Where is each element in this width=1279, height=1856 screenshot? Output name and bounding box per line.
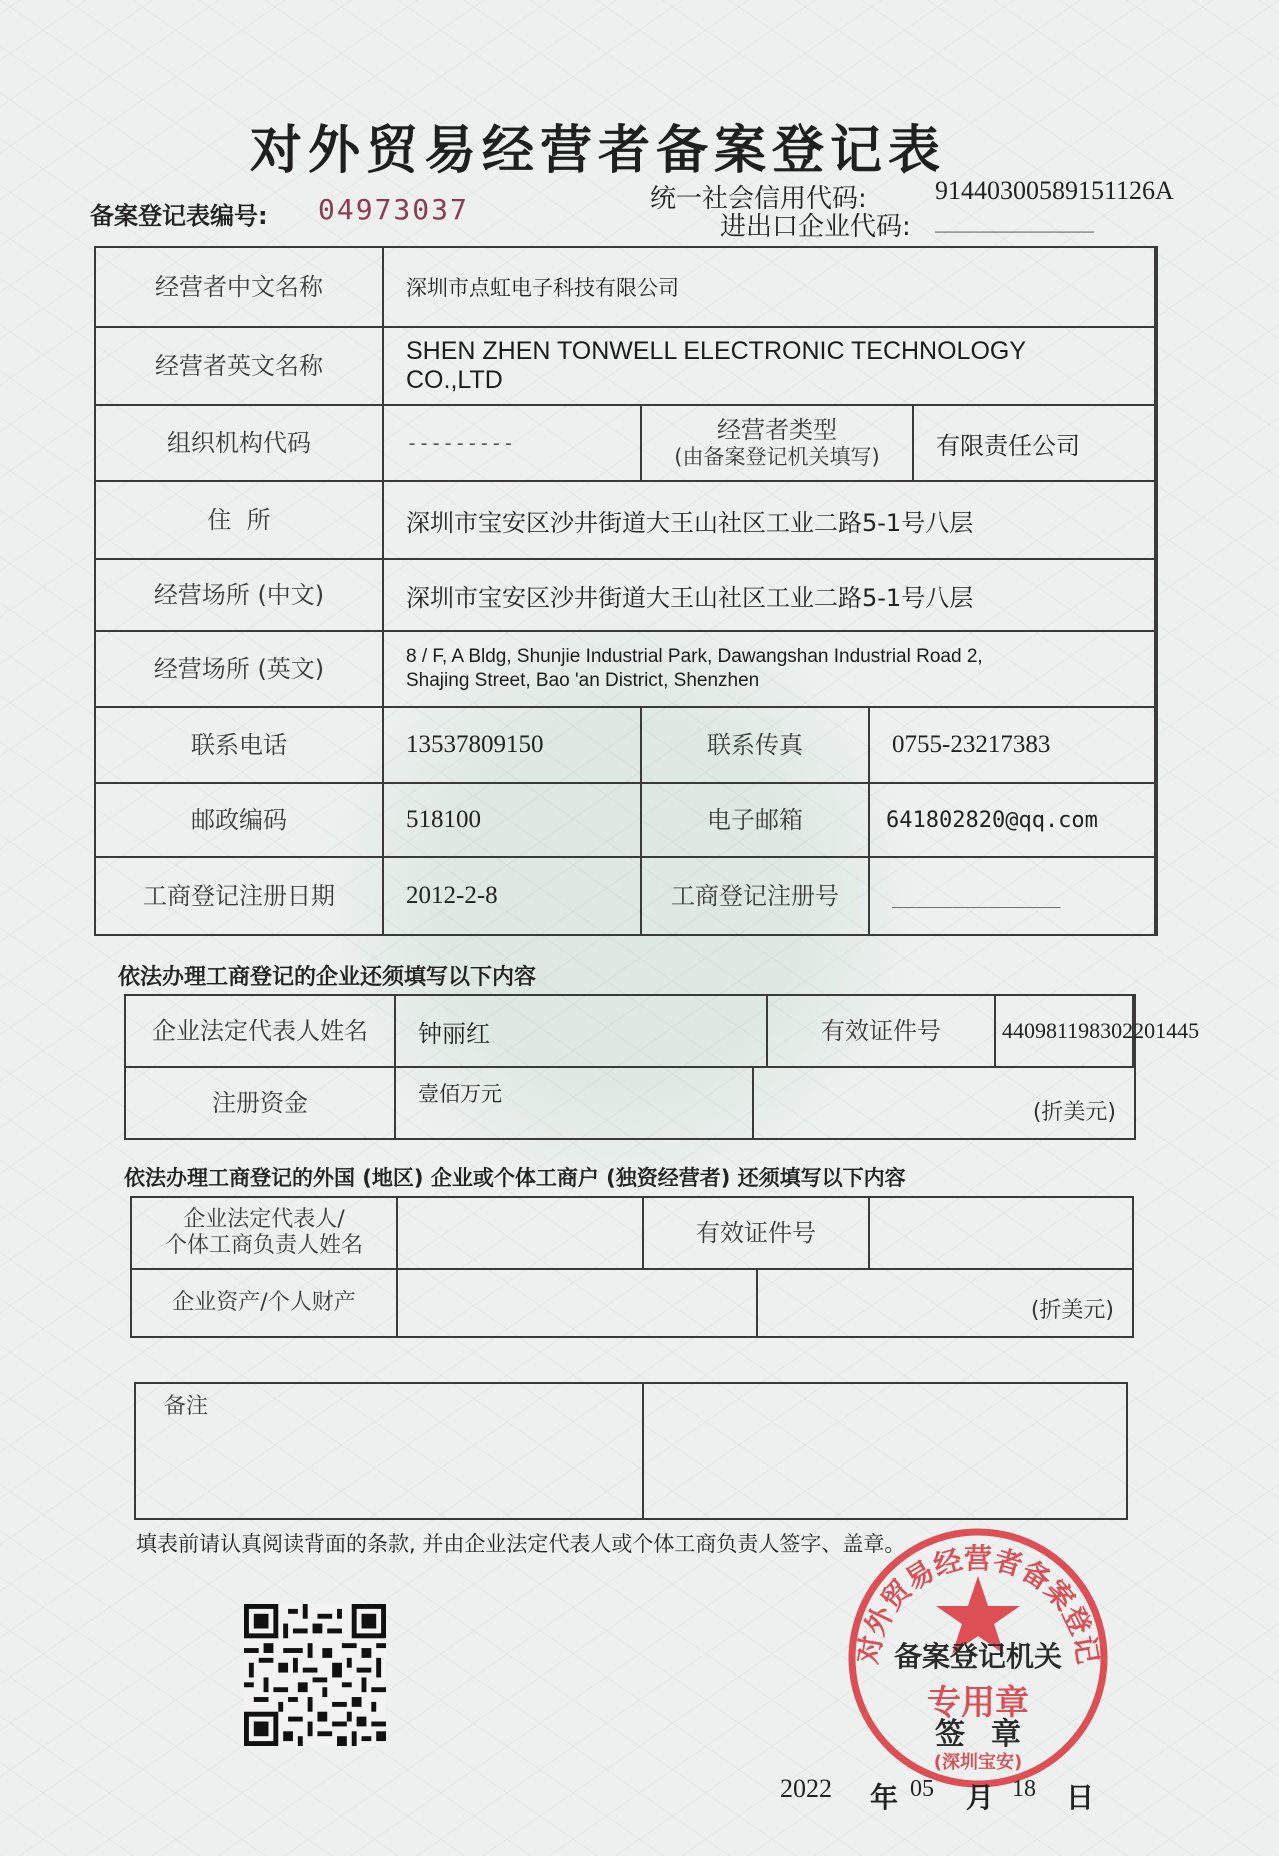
uscc-value: 91440300589151126A: [935, 176, 1174, 205]
capital-label: 注册资金: [126, 1068, 396, 1138]
stamp-center-text: 备案登记机关: [893, 1640, 1063, 1673]
stamp-line2: 专用章: [927, 1683, 1029, 1723]
legal-rep-label: 企业法定代表人姓名: [126, 996, 396, 1068]
date-year-char: 年: [870, 1781, 899, 1814]
name-cn-value: 深圳市点虹电子科技有限公司: [384, 248, 1156, 328]
rep-value: [398, 1198, 644, 1270]
type-label-line2: (由备案登记机关填写): [674, 444, 880, 469]
page-title: 对外贸易经营者备案登记表: [250, 121, 947, 181]
qr-code-icon: [244, 1604, 386, 1746]
name-en-line2: CO.,LTD: [406, 366, 503, 394]
reg-no-label: 工商登记注册号: [642, 858, 870, 934]
remarks-value: [644, 1384, 1126, 1518]
assets-usd-label: (折美元): [1030, 1298, 1114, 1323]
id-value: 440981198302201445: [996, 996, 1134, 1068]
enterprise-table: [124, 994, 1200, 1140]
uscc-label: 统一社会信用代码:: [650, 184, 867, 214]
remarks-label: 备注: [136, 1384, 644, 1518]
org-code-label: 组织机构代码: [96, 406, 384, 482]
date-month-char: 月: [966, 1781, 995, 1814]
reg-no-value: ______________: [870, 858, 1156, 934]
foreign-id-value: [870, 1198, 1132, 1270]
name-cn-label: 经营者中文名称: [96, 248, 384, 328]
premises-en-line2: Shajing Street, Bao 'an District, Shenzhen: [406, 670, 760, 691]
premises-cn-label: 经营场所 (中文): [96, 560, 384, 632]
date-month: 05: [910, 1776, 934, 1802]
premises-en-value: [384, 632, 1156, 708]
rep-label: [132, 1198, 398, 1270]
postal-label: 邮政编码: [96, 784, 384, 858]
capital-value: 壹佰万元: [396, 1068, 754, 1138]
fax-label: 联系传真: [642, 708, 870, 784]
foreign-id-label: 有效证件号: [644, 1198, 870, 1270]
name-en-label: 经营者英文名称: [96, 328, 384, 406]
ie-code-label: 进出口企业代码:: [720, 212, 911, 242]
stamp-seal-char: 章: [991, 1717, 1021, 1752]
remarks-table: [134, 1382, 1128, 1520]
name-en-line1: SHEN ZHEN TONWELL ELECTRONIC TECHNOLOGY: [406, 337, 1027, 366]
filing-no: 04973037: [318, 193, 469, 226]
email-value: 641802820@qq.com: [870, 784, 1156, 858]
date-year: 2022: [780, 1774, 832, 1803]
foreign-section-heading: 依法办理工商登记的外国 (地区) 企业或个体工商户 (独资经营者) 还须填写以下内容: [124, 1166, 906, 1190]
premises-en-line1: 8 / F, A Bldg, Shunjie Industrial Park, Dawangshan Industrial Road 2,: [406, 646, 983, 668]
phone-label: 联系电话: [96, 708, 384, 784]
date-day-char: 日: [1066, 1781, 1095, 1814]
type-label-line1: 经营者类型: [717, 416, 837, 444]
id-label: 有效证件号: [768, 996, 996, 1068]
type-value: 有限责任公司: [914, 406, 1156, 482]
assets-label: 企业资产/个人财产: [132, 1270, 398, 1336]
type-label: [642, 406, 914, 482]
stamp-bottom-text: (深圳宝安): [933, 1752, 1023, 1773]
official-seal-icon: [838, 1518, 1118, 1798]
email-label: 电子邮箱: [642, 784, 870, 858]
date-day: 18: [1012, 1776, 1036, 1802]
name-en-value: [384, 328, 1156, 406]
capital-usd-label: (折美元): [1032, 1100, 1116, 1125]
foreign-table: [130, 1196, 1134, 1338]
filing-no-label: 备案登记表编号:: [90, 202, 268, 230]
reg-date-value: 2012-2-8: [384, 858, 642, 934]
fax-value: 0755-23217383: [870, 708, 1156, 784]
stamp-outer-text: 对外贸易经营者备案登记: [851, 1541, 1105, 1667]
legal-rep-value: 钟丽红: [396, 996, 768, 1068]
assets-value: [398, 1270, 758, 1336]
phone-value: 13537809150: [384, 708, 642, 784]
ie-code-value: ____________: [935, 208, 1094, 233]
postal-value: 518100: [384, 784, 642, 858]
rep-label-line1: 企业法定代表人/: [183, 1206, 345, 1232]
premises-cn-value: 深圳市宝安区沙井街道大王山社区工业二路5-1号八层: [384, 560, 1156, 632]
address-label: 住 所: [96, 482, 384, 560]
org-code-value: ---------: [384, 406, 642, 482]
rep-label-line2: 个体工商负责人姓名: [164, 1233, 363, 1258]
main-table: [94, 246, 1158, 936]
reg-date-label: 工商登记注册日期: [96, 858, 384, 934]
address-value: 深圳市宝安区沙井街道大王山社区工业二路5-1号八层: [384, 482, 1156, 560]
premises-en-label: 经营场所 (英文): [96, 632, 384, 708]
enterprise-section-heading: 依法办理工商登记的企业还须填写以下内容: [118, 965, 537, 990]
stamp-sign-char: 签: [935, 1717, 965, 1752]
footer-note: 填表前请认真阅读背面的条款, 并由企业法定代表人或个体工商负责人签字、盖章。: [136, 1532, 906, 1556]
